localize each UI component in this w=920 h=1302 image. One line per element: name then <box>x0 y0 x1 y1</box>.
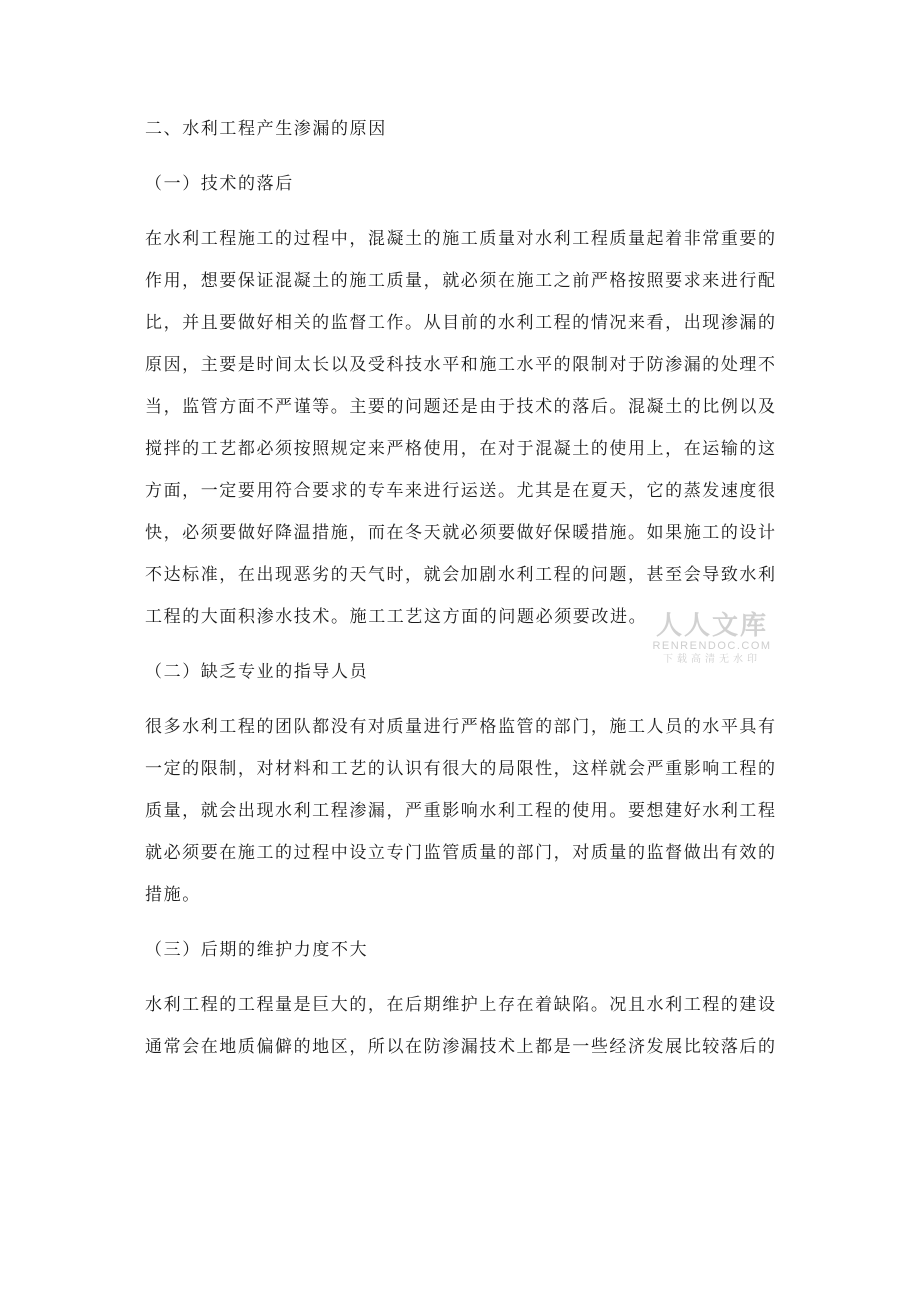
paragraph-line: 当，监管方面不严谨等。主要的问题还是由于技术的落后。混凝土的比例以及 <box>145 397 775 417</box>
paragraph-3 <box>145 984 775 1068</box>
paragraph-line: 一定的限制，对材料和工艺的认识有很大的局限性，这样就会严重影响工程的 <box>145 759 775 779</box>
paragraph-1 <box>145 218 775 638</box>
paragraph-line: 快，必须要做好降温措施，而在冬天就必须要做好保暖措施。如果施工的设计 <box>145 523 775 543</box>
paragraph-line: 就必须要在施工的过程中设立专门监管质量的部门，对质量的监督做出有效的 <box>145 843 775 863</box>
subsection-heading-1: （一）技术的落后 <box>145 174 294 194</box>
paragraph-line: 在水利工程施工的过程中，混凝土的施工质量对水利工程质量起着非常重要的 <box>145 229 775 249</box>
paragraph-line: 水利工程的工程量是巨大的，在后期维护上存在着缺陷。况且水利工程的建设 <box>145 995 775 1015</box>
paragraph-line: 措施。 <box>145 885 201 905</box>
paragraph-line: 不达标准，在出现恶劣的天气时，就会加剧水利工程的问题，甚至会导致水利 <box>145 565 775 585</box>
paragraph-line: 很多水利工程的团队都没有对质量进行严格监管的部门，施工人员的水平具有 <box>145 717 775 737</box>
paragraph-line: 工程的大面积渗水技术。施工工艺这方面的问题必须要改进。 <box>145 607 648 627</box>
watermark-logo <box>642 612 782 666</box>
subsection-heading-3: （三）后期的维护力度不大 <box>145 940 369 960</box>
paragraph-line: 比，并且要做好相关的监督工作。从目前的水利工程的情况来看，出现渗漏的 <box>145 313 775 333</box>
paragraph-line: 通常会在地质偏僻的地区，所以在防渗漏技术上都是一些经济发展比较落后的 <box>145 1037 775 1057</box>
watermark-main-text: 人人文库 <box>655 611 768 641</box>
paragraph-2 <box>145 706 775 916</box>
watermark-tagline: 下载高清无水印 <box>663 654 761 665</box>
paragraph-line: 方面，一定要用符合要求的专车来进行运送。尤其是在夏天，它的蒸发速度很 <box>145 481 775 501</box>
paragraph-line: 搅拌的工艺都必须按照规定来严格使用，在对于混凝土的使用上，在运输的这 <box>145 439 775 459</box>
subsection-heading-2: （二）缺乏专业的指导人员 <box>145 662 369 682</box>
document-body <box>145 108 775 1068</box>
watermark-domain: RENRENDOC.COM <box>652 640 772 652</box>
paragraph-line: 质量，就会出现水利工程渗漏，严重影响水利工程的使用。要想建好水利工程 <box>145 801 775 821</box>
paragraph-line: 原因，主要是时间太长以及受科技水平和施工水平的限制对于防渗漏的处理不 <box>145 355 775 375</box>
section-title: 二、水利工程产生渗漏的原因 <box>145 119 387 139</box>
paragraph-line: 作用，想要保证混凝土的施工质量，就必须在施工之前严格按照要求来进行配 <box>145 271 775 291</box>
